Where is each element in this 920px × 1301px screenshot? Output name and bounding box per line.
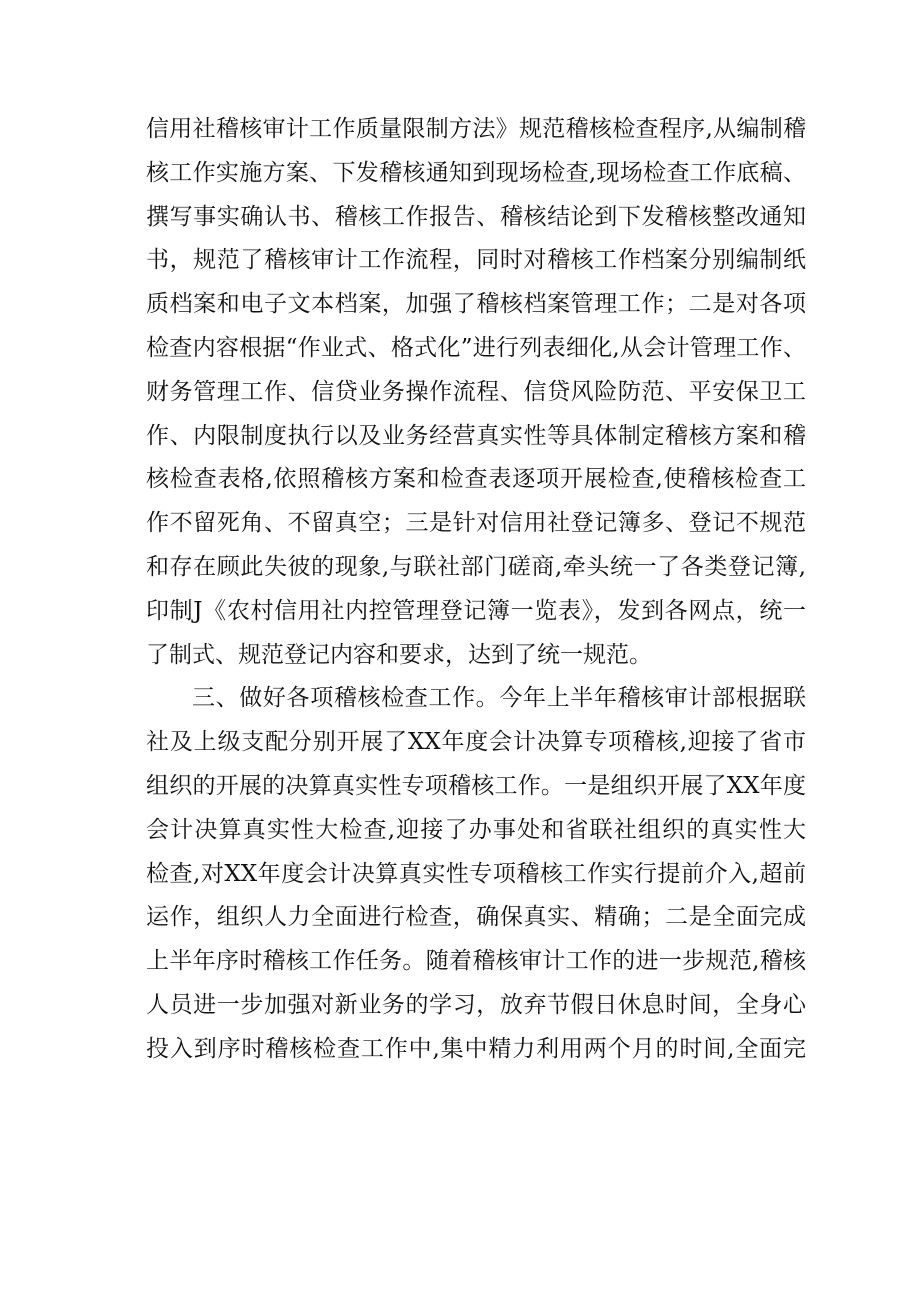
document-body [146,108,806,1072]
text-line: 信用社稽核审计工作质量限制方法》规范稽核检查程序,从编制稽 [146,116,806,142]
text-line: 书，规范了稽核审计工作流程，同时对稽核工作档案分别编制纸 [146,247,806,274]
text-line: 上半年序时稽核工作任务。随着稽核审计工作的进一步规范,稽核 [146,948,806,975]
text-line: 会计决算真实性大检查,迎接了办事处和省联社组织的真实性大 [146,816,806,843]
text-line: 核检查表格,依照稽核方案和检查表逐项开展检查,使稽核检查工 [146,466,806,493]
text-line: 财务管理工作、信贷业务操作流程、信贷风险防范、平安保卫工 [146,378,806,405]
text-line: 撰写事实确认书、稽核工作报告、稽核结论到下发稽核整改通知 [146,203,806,230]
text-line: 投入到序时稽核检查工作中,集中精力利用两个月的时间,全面完 [146,1035,806,1062]
text-line: 核工作实施方案、下发稽核通知到现场检查,现场检查工作底稿、 [146,159,806,186]
text-line: 作、内限制度执行以及业务经营真实性等具体制定稽核方案和稽 [146,422,806,449]
text-line: 检查内容根据“作业式、格式化”进行列表细化,从会计管理工作、 [146,334,806,361]
paragraph-1 [146,108,806,677]
text-line: 社及上级支配分别开展了XX年度会计决算专项稽核,迎接了省市 [146,729,806,756]
text-line: 运作，组织人力全面进行检查，确保真实、精确；二是全面完成 [146,904,806,931]
text-line: 作不留死角、不留真空；三是针对信用社登记簿多、登记不规范 [146,510,806,537]
text-line: 了制式、规范登记内容和要求，达到了统一规范。 [146,641,652,668]
text-line: 印制J《农村信用社内控管理登记簿一览表》，发到各网点，统一 [146,597,806,624]
paragraph-2 [146,677,806,1071]
text-line: 人员进一步加强对新业务的学习，放弃节假日休息时间，全身心 [146,991,806,1018]
text-line: 质档案和电子文本档案，加强了稽核档案管理工作；二是对各项 [146,291,806,318]
text-line: 和存在顾此失彼的现象,与联社部门磋商,牵头统一了各类登记簿, [146,553,806,580]
text-line: 组织的开展的决算真实性专项稽核工作。一是组织开展了XX年度 [146,772,806,799]
text-line: 检查,对XX年度会计决算真实性专项稽核工作实行提前介入,超前 [146,860,806,887]
text-line: 三、做好各项稽核检查工作。今年上半年稽核审计部根据联 [192,685,806,712]
